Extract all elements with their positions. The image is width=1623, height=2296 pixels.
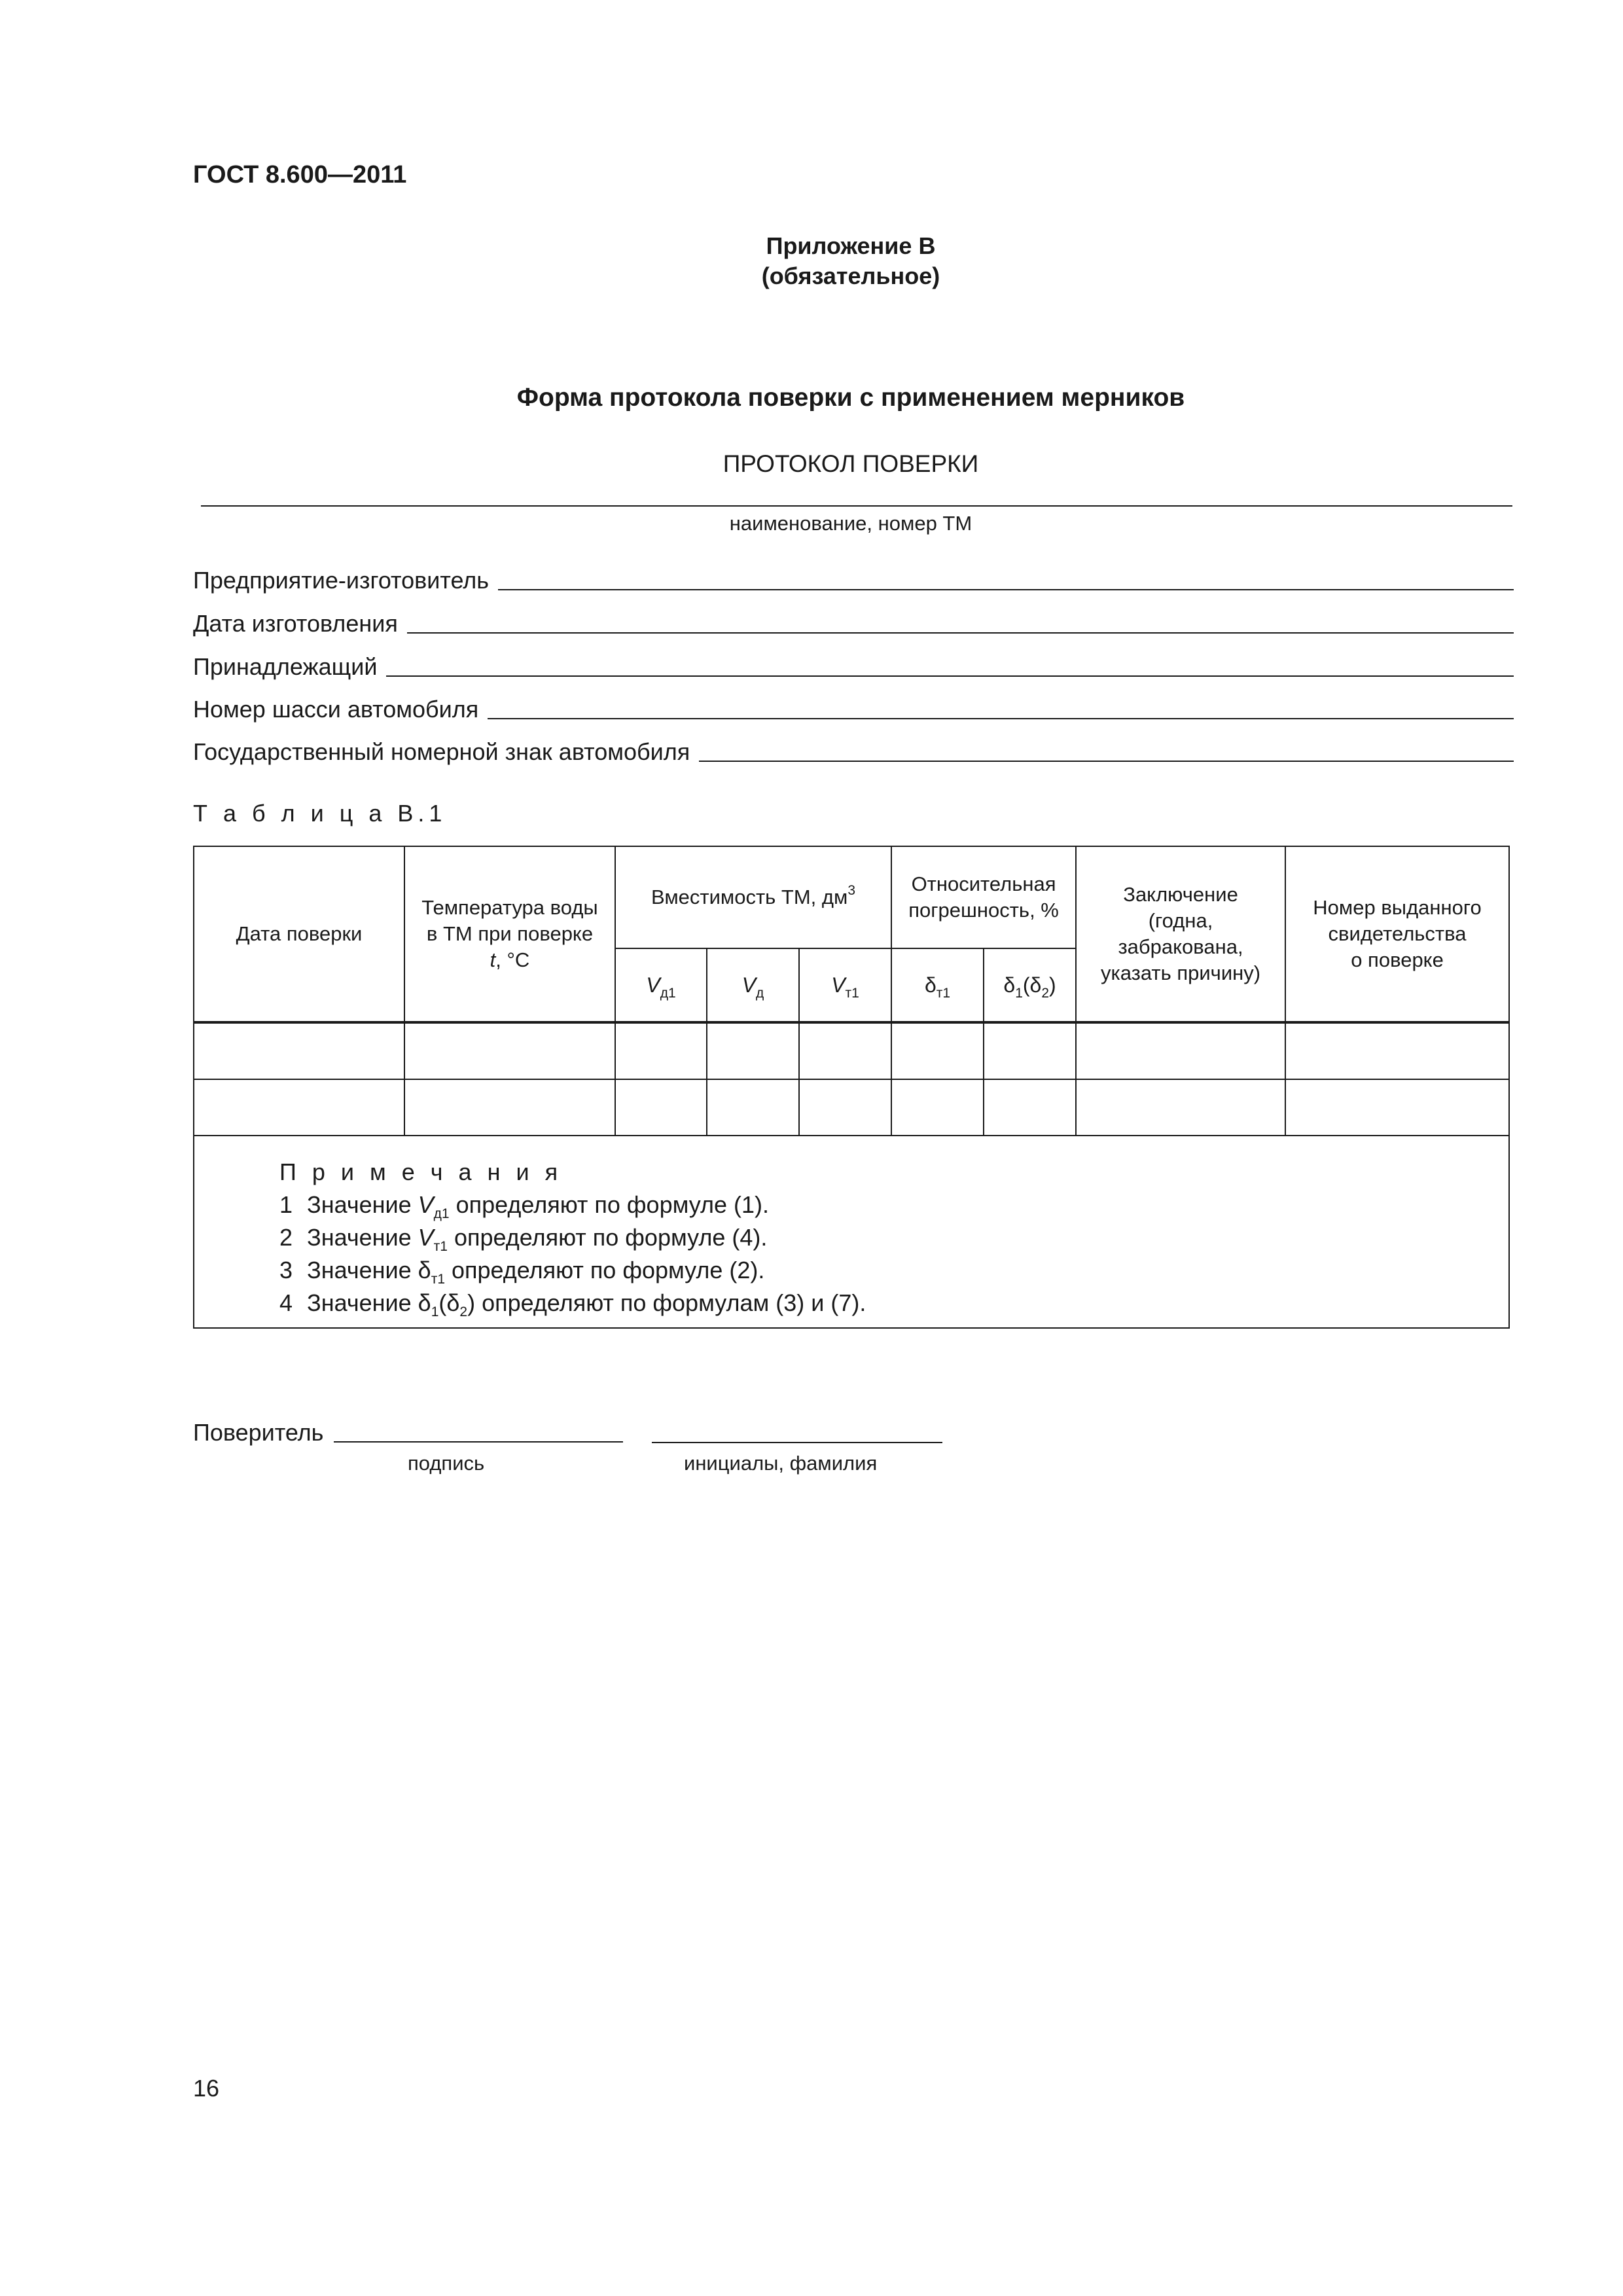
header-temperature-line: в ТМ при поверке [426, 922, 594, 945]
capacity-exponent: 3 [847, 883, 856, 898]
table-cell[interactable] [984, 1023, 1076, 1079]
symbol-delta: (δ [1022, 973, 1042, 997]
table-cell[interactable] [891, 1023, 984, 1079]
note-subscript: т1 [433, 1239, 448, 1254]
field-label: Дата изготовления [193, 610, 398, 637]
header-conclusion [1076, 846, 1285, 1022]
temperature-unit: , °С [495, 948, 530, 971]
note-subscript: д1 [433, 1206, 450, 1221]
field-blank-line[interactable] [407, 631, 1514, 634]
table-cell[interactable] [891, 1079, 984, 1136]
note-item [279, 1221, 1508, 1254]
note-item [279, 1189, 1508, 1221]
header-temperature-line: Температура воды [421, 896, 598, 919]
field-blank-line[interactable] [488, 717, 1514, 719]
symbol-bracket: ) [1049, 973, 1056, 997]
table-cell[interactable] [799, 1023, 891, 1079]
header-certificate [1285, 846, 1509, 1022]
symbol-subscript: 1 [1015, 986, 1023, 1001]
note-text: определяют по формуле (1). [449, 1191, 769, 1218]
subheader-vd [707, 948, 799, 1022]
note-subscript: т1 [431, 1272, 446, 1287]
header-certificate-line: о поверке [1351, 948, 1444, 971]
verification-table [193, 846, 1510, 1329]
note-number: 2 [279, 1224, 293, 1251]
header-temperature-unit [409, 947, 611, 973]
note-number: 4 [279, 1289, 293, 1316]
table-cell[interactable] [1076, 1023, 1285, 1079]
symbol-subscript: 2 [1041, 986, 1050, 1001]
symbol-v: V [741, 973, 757, 997]
table-cell[interactable] [1076, 1079, 1285, 1136]
header-error-line: погрешность, % [908, 899, 1059, 922]
note-symbol: δ [418, 1257, 431, 1283]
standard-code: ГОСТ 8.600—2011 [193, 161, 407, 188]
field-label: Принадлежащий [193, 653, 378, 680]
field-blank-line[interactable] [699, 759, 1514, 762]
header-conclusion-line: Заключение [1123, 883, 1238, 906]
table-cell[interactable] [615, 1023, 707, 1079]
signature-caption: подпись [408, 1452, 485, 1475]
note-symbol: V [418, 1191, 434, 1218]
tm-name-line[interactable] [201, 505, 1512, 507]
note-symbol: (δ [438, 1289, 460, 1316]
field-manufacture-date [193, 605, 1514, 637]
table-cell[interactable] [984, 1079, 1076, 1136]
table-cell[interactable] [1285, 1023, 1509, 1079]
field-label: Номер шасси автомобиля [193, 696, 479, 723]
table-cell[interactable] [194, 1023, 404, 1079]
appendix-title: Приложение В [766, 232, 936, 259]
note-subscript: 2 [459, 1304, 468, 1319]
name-surname-caption: инициалы, фамилия [684, 1452, 878, 1475]
symbol-subscript: д [756, 986, 764, 1001]
note-text: ) определяют по формулам (3) и (7). [467, 1289, 866, 1316]
table-row [194, 1023, 1509, 1079]
note-text: Значение [307, 1257, 418, 1283]
subheader-delta-t1 [891, 948, 984, 1022]
note-text: Значение [307, 1224, 418, 1251]
symbol-v: V [646, 973, 660, 997]
appendix-status: (обязательное) [761, 262, 940, 289]
temperature-symbol: t [490, 948, 496, 971]
note-text: Значение [307, 1289, 418, 1316]
header-conclusion-line: забракована, [1118, 935, 1243, 958]
note-symbol: δ [418, 1289, 431, 1316]
verifier-label: Поверитель [193, 1419, 324, 1446]
note-item [279, 1287, 1508, 1319]
table-cell[interactable] [615, 1079, 707, 1136]
subheader-delta1-delta2 [984, 948, 1076, 1022]
table-cell[interactable] [1285, 1079, 1509, 1136]
header-error-line: Относительная [911, 872, 1056, 895]
form-title: Форма протокола поверки с применением мерников [516, 384, 1185, 412]
notes-block [194, 1136, 1508, 1319]
header-capacity [615, 846, 891, 948]
table-cell[interactable] [194, 1079, 404, 1136]
field-label: Государственный номерной знак автомобиля [193, 738, 690, 765]
table-caption: Т а б л и ц а В.1 [193, 800, 447, 827]
header-certificate-line: свидетельства [1328, 922, 1467, 945]
header-relative-error [891, 846, 1076, 948]
notes-cell [194, 1136, 1509, 1328]
note-number: 1 [279, 1191, 293, 1218]
tm-name-caption: наименование, номер ТМ [729, 512, 972, 535]
note-item [279, 1254, 1508, 1287]
symbol-delta: δ [924, 973, 936, 997]
table-row [194, 1079, 1509, 1136]
verifier-row [193, 1414, 623, 1446]
note-number: 3 [279, 1257, 293, 1283]
notes-heading: П р и м е ч а н и я [279, 1158, 563, 1185]
capacity-label: Вместимость ТМ, дм [651, 886, 848, 908]
protocol-title: ПРОТОКОЛ ПОВЕРКИ [722, 450, 979, 477]
table-cell[interactable] [404, 1023, 615, 1079]
field-license-plate [193, 733, 1514, 766]
field-blank-line[interactable] [498, 588, 1514, 590]
table-cell[interactable] [707, 1079, 799, 1136]
page-number: 16 [193, 2075, 220, 2102]
table-cell[interactable] [707, 1023, 799, 1079]
symbol-subscript: т1 [845, 986, 859, 1001]
header-conclusion-line: (годна, [1148, 909, 1213, 932]
note-text: определяют по формуле (2). [445, 1257, 765, 1283]
table-cell[interactable] [404, 1079, 615, 1136]
name-surname-line[interactable] [652, 1442, 942, 1443]
header-conclusion-line: указать причину) [1100, 961, 1261, 984]
symbol-delta: δ [1003, 973, 1016, 997]
symbol-v: V [831, 973, 846, 997]
note-subscript: 1 [431, 1304, 439, 1319]
field-blank-line[interactable] [386, 674, 1514, 677]
field-label: Предприятие-изготовитель [193, 567, 490, 594]
symbol-subscript: д1 [660, 986, 676, 1001]
symbol-subscript: т1 [936, 986, 951, 1001]
table-cell[interactable] [799, 1079, 891, 1136]
field-manufacturer [193, 562, 1514, 594]
note-text: определяют по формуле (4). [447, 1224, 768, 1251]
signature-line[interactable] [334, 1441, 623, 1443]
subheader-vt1 [799, 948, 891, 1022]
field-owner [193, 648, 1514, 681]
appendix-header [0, 231, 1623, 291]
subheader-vd1 [615, 948, 707, 1022]
note-symbol: V [418, 1224, 434, 1251]
header-temperature [404, 846, 615, 1022]
header-date: Дата поверки [194, 846, 404, 1022]
note-text: Значение [307, 1191, 418, 1218]
field-chassis-number [193, 691, 1514, 723]
header-certificate-line: Номер выданного [1313, 896, 1482, 919]
